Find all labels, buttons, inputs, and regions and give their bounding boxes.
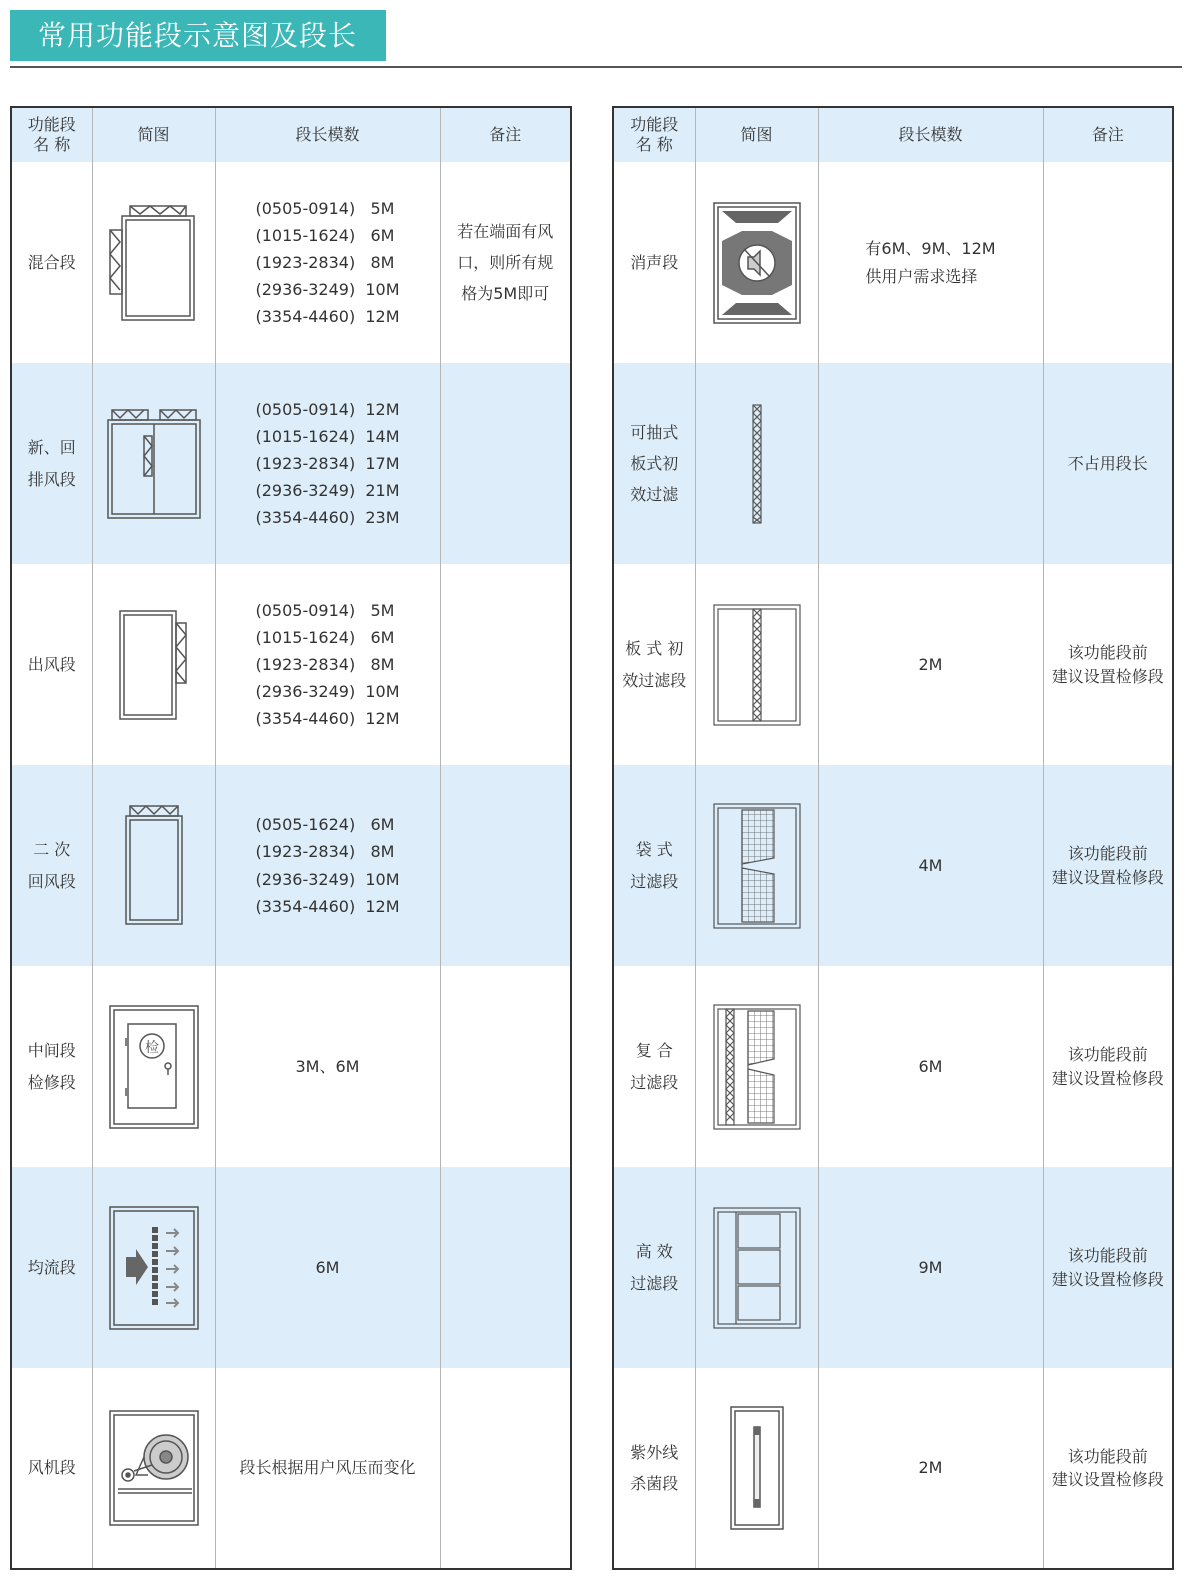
uv-sterilization-diagram <box>695 1368 818 1569</box>
section-length: (0505-0914) 5M (1015-1624) 6M (1923-2834) 8M (2936-3249) 10M (3354-4460) 12M <box>215 162 440 363</box>
composite-filter-diagram <box>695 966 818 1167</box>
outlet-section-diagram <box>92 564 215 765</box>
header-name: 功能段 名 称 <box>613 107 695 162</box>
section-note: 该功能段前 建议设置检修段 <box>1043 564 1173 765</box>
section-name: 消声段 <box>613 162 695 363</box>
section-note <box>440 363 571 564</box>
section-note: 不占用段长 <box>1043 363 1173 564</box>
table-row <box>11 1167 571 1368</box>
header-length: 段长模数 <box>818 107 1043 162</box>
secondary-return-diagram <box>92 765 215 966</box>
header-note: 备注 <box>1043 107 1173 162</box>
section-note <box>1043 162 1173 363</box>
section-length: (0505-1624) 6M (1923-2834) 8M (2936-3249) 10M (3354-4460) 12M <box>215 765 440 966</box>
section-name: 均流段 <box>11 1167 92 1368</box>
table-row <box>613 1167 1173 1368</box>
section-length: 9M <box>818 1167 1043 1368</box>
section-name: 高 效 过滤段 <box>613 1167 695 1368</box>
section-name: 袋 式 过滤段 <box>613 765 695 966</box>
silencer-diagram <box>695 162 818 363</box>
section-note: 该功能段前 建议设置检修段 <box>1043 1167 1173 1368</box>
door-char: 检 <box>144 1039 159 1056</box>
table-row <box>11 966 571 1167</box>
table-row <box>11 162 571 363</box>
section-note: 该功能段前 建议设置检修段 <box>1043 1368 1173 1569</box>
section-length: (0505-0914) 5M (1015-1624) 6M (1923-2834) 8M (2936-3249) 10M (3354-4460) 12M <box>215 564 440 765</box>
section-note <box>440 1368 571 1569</box>
header-diagram: 简图 <box>695 107 818 162</box>
section-note: 若在端面有风 口，则所有规 格为5M即可 <box>440 162 571 363</box>
table-row <box>11 564 571 765</box>
fan-section-diagram <box>92 1368 215 1569</box>
section-name: 板 式 初 效过滤段 <box>613 564 695 765</box>
section-length: 4M <box>818 765 1043 966</box>
section-length: 6M <box>818 966 1043 1167</box>
section-length: (0505-0914) 12M (1015-1624) 14M (1923-2834) 17M (2936-3249) 21M (3354-4460) 23M <box>215 363 440 564</box>
header-name: 功能段 名 称 <box>11 107 92 162</box>
header-length: 段长模数 <box>215 107 440 162</box>
fresh-return-exhaust-diagram <box>92 363 215 564</box>
flow-equalizing-diagram <box>92 1167 215 1368</box>
section-name: 风机段 <box>11 1368 92 1569</box>
header-diagram: 简图 <box>92 107 215 162</box>
section-name: 复 合 过滤段 <box>613 966 695 1167</box>
hepa-filter-diagram <box>695 1167 818 1368</box>
section-note: 该功能段前 建议设置检修段 <box>1043 966 1173 1167</box>
table-row <box>613 564 1173 765</box>
section-name: 可抽式 板式初 效过滤 <box>613 363 695 564</box>
panel-filter-diagram <box>695 564 818 765</box>
section-length: 6M <box>215 1167 440 1368</box>
bag-filter-diagram <box>695 765 818 966</box>
table-header <box>11 107 571 162</box>
section-length: 3M、6M <box>215 966 440 1167</box>
table-row <box>11 363 571 564</box>
inspection-section-diagram <box>92 966 215 1167</box>
table-row <box>613 162 1173 363</box>
section-note <box>440 765 571 966</box>
left-spec-table <box>10 106 572 1570</box>
section-note: 该功能段前 建议设置检修段 <box>1043 765 1173 966</box>
table-row <box>11 765 571 966</box>
section-note <box>440 966 571 1167</box>
table-row <box>613 1368 1173 1569</box>
header-note: 备注 <box>440 107 571 162</box>
section-name: 出风段 <box>11 564 92 765</box>
title-divider <box>10 66 1182 68</box>
section-name: 二 次 回风段 <box>11 765 92 966</box>
table-row <box>613 363 1173 564</box>
section-name: 新、回 排风段 <box>11 363 92 564</box>
section-name: 中间段 检修段 <box>11 966 92 1167</box>
table-row <box>613 765 1173 966</box>
section-length: 有6M、9M、12M 供用户需求选择 <box>818 162 1043 363</box>
right-spec-table <box>612 106 1174 1570</box>
table-row <box>613 966 1173 1167</box>
mixing-section-diagram <box>92 162 215 363</box>
section-length: 2M <box>818 564 1043 765</box>
table-header <box>613 107 1173 162</box>
section-note <box>440 564 571 765</box>
section-length: 段长根据用户风压而变化 <box>215 1368 440 1569</box>
removable-panel-filter-diagram <box>695 363 818 564</box>
section-name: 混合段 <box>11 162 92 363</box>
section-name: 紫外线 杀菌段 <box>613 1368 695 1569</box>
section-length <box>818 363 1043 564</box>
page-title: 常用功能段示意图及段长 <box>10 10 386 61</box>
table-row <box>11 1368 571 1569</box>
section-length: 2M <box>818 1368 1043 1569</box>
section-note <box>440 1167 571 1368</box>
